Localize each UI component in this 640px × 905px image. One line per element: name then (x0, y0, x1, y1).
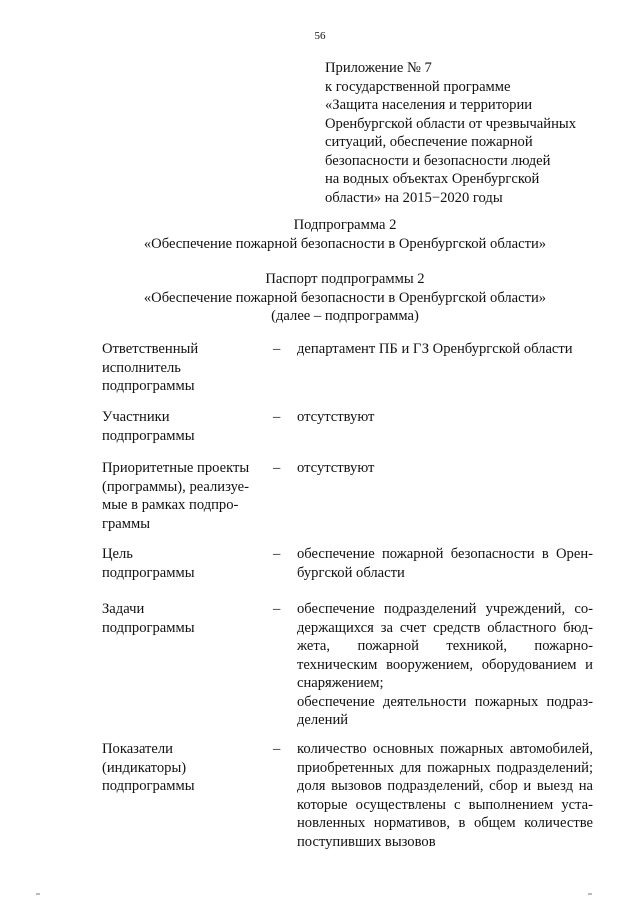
appendix-header (325, 59, 605, 207)
heading-line: (далее – подпрограмма) (271, 308, 419, 324)
row-value: обеспечение подразделений учреждений, со- держащихся за счет средств областного бюд- жета, пожарной техникой, пожарно- техническим вооружением, оборудованием и снаряжением; обеспечение деятельности пожарных подраз- делений (297, 601, 593, 728)
appendix-line: области» на 2015−2020 годы (325, 189, 503, 206)
subprogram-heading (0, 216, 640, 253)
row-label: Задачи подпрограммы (102, 601, 195, 636)
row-dash: – (273, 409, 281, 425)
row-value: обеспечение пожарной безопасности в Орен- бургской области (297, 546, 593, 581)
row-label: Участники подпрограммы (102, 409, 195, 444)
heading-line: «Обеспечение пожарной безопасности в Оренбургской области» (143, 289, 547, 306)
heading-line: Подпрограмма 2 (293, 217, 397, 233)
appendix-line: Оренбургской области от чрезвычайных (325, 115, 577, 132)
row-dash: – (273, 460, 281, 476)
row-value: отсутствуют (297, 409, 375, 425)
row-dash: – (273, 601, 281, 617)
heading-line: Паспорт подпрограммы 2 (265, 271, 425, 287)
row-label: Показатели (индикаторы) подпрограммы (102, 741, 195, 794)
appendix-line: к государственной программе (325, 78, 511, 95)
passport-heading (0, 270, 640, 326)
appendix-line: ситуаций, обеспечение пожарной (325, 134, 533, 150)
row-dash: – (273, 741, 281, 757)
appendix-line: Приложение № 7 (325, 60, 432, 76)
page-number: 56 (314, 30, 326, 42)
appendix-line: безопасности и безопасности людей (325, 152, 551, 169)
row-label: Ответственный исполнитель подпрограммы (102, 341, 199, 394)
scan-mark (36, 893, 40, 895)
row-dash: – (273, 546, 281, 562)
row-label: Цель подпрограммы (102, 546, 195, 581)
scan-mark (588, 893, 592, 895)
heading-line: «Обеспечение пожарной безопасности в Оренбургской области» (143, 235, 547, 252)
row-dash: – (273, 341, 281, 357)
row-value: департамент ПБ и ГЗ Оренбургской области (297, 341, 573, 357)
row-value: количество основных пожарных автомобилей, приобретенных для пожарных подразделений; доля вызовов подразделений, сбор и выезд на которые осуществлены с выполнением уста- новленных нормативов, в общем количестве поступивших вызовов (297, 741, 593, 850)
appendix-line: «Защита населения и территории (325, 97, 533, 113)
row-label: Приоритетные проекты (программы), реализуе- мые в рамках подпро- граммы (102, 460, 250, 532)
row-value: отсутствуют (297, 460, 375, 476)
appendix-line: на водных объектах Оренбургской (325, 171, 540, 187)
